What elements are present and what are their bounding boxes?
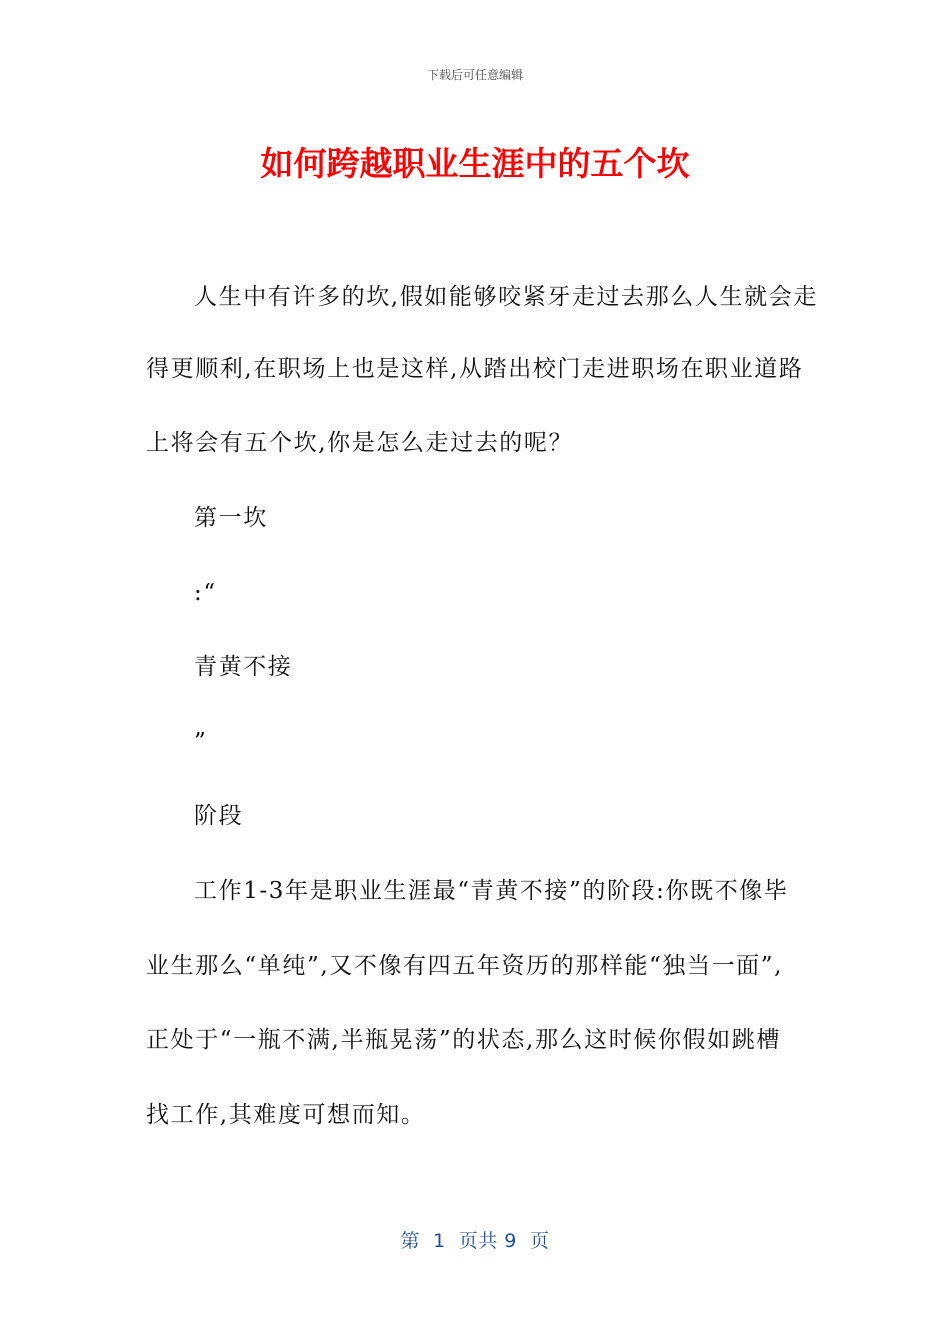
document-title: 如何跨越职业生涯中的五个坎: [260, 144, 690, 183]
paragraph-line: 业生那么“单纯”,又不像有四五年资历的那样能“独当一面”,: [146, 953, 784, 979]
header-note: 下载后可任意编辑: [426, 68, 523, 82]
section-heading-line: :“: [194, 580, 217, 606]
page-footer: 第 1 页共 9 页: [400, 1230, 550, 1252]
paragraph-line: 找工作,其难度可想而知。: [146, 1102, 426, 1128]
paragraph-line: 上将会有五个坎,你是怎么走过去的呢？: [146, 430, 574, 456]
section-heading-line: 青黄不接: [194, 654, 293, 680]
section-heading-line: 阶段: [194, 803, 244, 829]
paragraph-line: 正处于“一瓶不满,半瓶晃荡”的状态,那么这时候你假如跳槽: [146, 1027, 781, 1053]
section-heading-line: 第一坎: [194, 505, 268, 531]
paragraph-line: 工作1-3年是职业生涯最“青黄不接”的阶段:你既不像毕: [194, 878, 789, 904]
paragraph-line: 人生中有许多的坎,假如能够咬紧牙走过去那么人生就会走: [194, 284, 818, 310]
paragraph-line: 得更顺利,在职场上也是这样,从踏出校门走进职场在职业道路: [146, 356, 804, 382]
section-heading-line: ”: [194, 729, 208, 755]
